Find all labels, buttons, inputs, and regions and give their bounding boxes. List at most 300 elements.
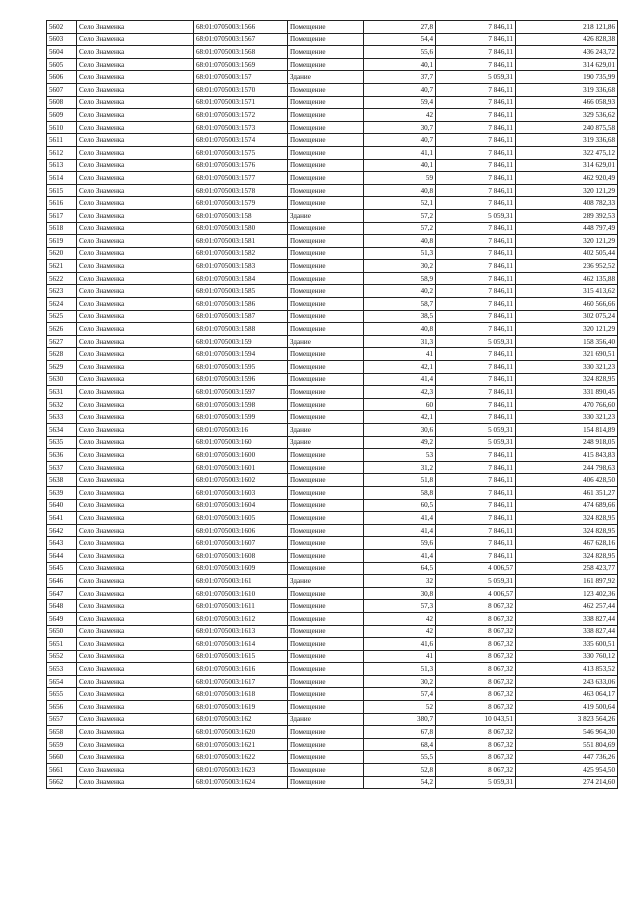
row-number-cell: 5641 [47,512,77,525]
object-type-cell: Помещение [288,121,364,134]
row-number-cell: 5606 [47,71,77,84]
row-number-cell: 5626 [47,323,77,336]
cadastral-value-cell: 240 875,58 [516,121,618,134]
cadastral-number-cell: 68:01:0705003:1580 [194,222,288,235]
area-cell: 51,8 [364,474,436,487]
area-cell: 55,6 [364,46,436,59]
row-number-cell: 5650 [47,625,77,638]
cadastral-number-cell: 68:01:0705003:1603 [194,486,288,499]
row-number-cell: 5602 [47,21,77,34]
locality-cell: Село Знаменка [77,776,194,789]
table-row [47,361,618,374]
area-cell: 37,7 [364,71,436,84]
cadastral-value-cell: 289 392,53 [516,209,618,222]
area-cell: 64,5 [364,562,436,575]
cadastral-value-cell: 402 505,44 [516,247,618,260]
table-row [47,33,618,46]
locality-cell: Село Знаменка [77,499,194,512]
row-number-cell: 5613 [47,159,77,172]
table-row [47,474,618,487]
specific-value-cell: 5 059,31 [436,776,516,789]
row-number-cell: 5662 [47,776,77,789]
specific-value-cell: 7 846,11 [436,58,516,71]
row-number-cell: 5617 [47,209,77,222]
cadastral-number-cell: 68:01:0705003:16 [194,424,288,437]
table-row [47,398,618,411]
row-number-cell: 5632 [47,398,77,411]
specific-value-cell: 7 846,11 [436,386,516,399]
locality-cell: Село Знаменка [77,260,194,273]
table-row [47,260,618,273]
cadastral-value-cell: 425 954,50 [516,764,618,777]
cadastral-number-cell: 68:01:0705003:1611 [194,600,288,613]
object-type-cell: Помещение [288,675,364,688]
object-type-cell: Помещение [288,361,364,374]
cadastral-number-cell: 68:01:0705003:1570 [194,83,288,96]
row-number-cell: 5654 [47,675,77,688]
specific-value-cell: 7 846,11 [436,197,516,210]
cadastral-value-cell: 236 952,52 [516,260,618,273]
specific-value-cell: 7 846,11 [436,46,516,59]
cadastral-number-cell: 68:01:0705003:1612 [194,612,288,625]
cadastral-value-cell: 314 629,01 [516,58,618,71]
area-cell: 40,8 [364,235,436,248]
cadastral-number-cell: 68:01:0705003:157 [194,71,288,84]
table-row [47,537,618,550]
area-cell: 41,4 [364,373,436,386]
specific-value-cell: 7 846,11 [436,146,516,159]
specific-value-cell: 7 846,11 [436,499,516,512]
cadastral-value-cell: 190 735,99 [516,71,618,84]
object-type-cell: Помещение [288,373,364,386]
cadastral-number-cell: 68:01:0705003:161 [194,575,288,588]
cadastral-number-cell: 68:01:0705003:1577 [194,172,288,185]
area-cell: 54,2 [364,776,436,789]
table-row [47,159,618,172]
table-row [47,726,618,739]
cadastral-value-cell: 415 843,83 [516,449,618,462]
cadastral-value-cell: 546 964,30 [516,726,618,739]
cadastral-number-cell: 68:01:0705003:1572 [194,109,288,122]
area-cell: 58,7 [364,298,436,311]
cadastral-value-cell: 158 356,40 [516,335,618,348]
table-row [47,688,618,701]
cadastral-value-cell: 462 920,49 [516,172,618,185]
row-number-cell: 5636 [47,449,77,462]
object-type-cell: Помещение [288,83,364,96]
specific-value-cell: 8 067,32 [436,751,516,764]
area-cell: 59,4 [364,96,436,109]
cadastral-number-cell: 68:01:0705003:1595 [194,361,288,374]
area-cell: 60,5 [364,499,436,512]
table-row [47,575,618,588]
row-number-cell: 5634 [47,424,77,437]
row-number-cell: 5647 [47,587,77,600]
table-row [47,298,618,311]
area-cell: 52 [364,701,436,714]
locality-cell: Село Знаменка [77,650,194,663]
row-number-cell: 5621 [47,260,77,273]
specific-value-cell: 8 067,32 [436,738,516,751]
object-type-cell: Помещение [288,549,364,562]
object-type-cell: Помещение [288,562,364,575]
locality-cell: Село Знаменка [77,587,194,600]
table-row [47,386,618,399]
area-cell: 40,1 [364,159,436,172]
cadastral-value-cell: 461 351,27 [516,486,618,499]
cadastral-value-cell: 320 121,29 [516,184,618,197]
cadastral-value-cell: 330 321,23 [516,361,618,374]
locality-cell: Село Знаменка [77,701,194,714]
cadastral-value-cell: 324 828,95 [516,549,618,562]
object-type-cell: Помещение [288,600,364,613]
cadastral-number-cell: 68:01:0705003:1578 [194,184,288,197]
locality-cell: Село Знаменка [77,285,194,298]
table-row [47,134,618,147]
cadastral-value-cell: 320 121,29 [516,323,618,336]
table-row [47,499,618,512]
object-type-cell: Помещение [288,260,364,273]
cadastral-number-cell: 68:01:0705003:1622 [194,751,288,764]
table-row [47,738,618,751]
specific-value-cell: 7 846,11 [436,310,516,323]
area-cell: 40,7 [364,134,436,147]
specific-value-cell: 7 846,11 [436,537,516,550]
table-row [47,436,618,449]
row-number-cell: 5605 [47,58,77,71]
specific-value-cell: 5 059,31 [436,335,516,348]
cadastral-number-cell: 68:01:0705003:1588 [194,323,288,336]
area-cell: 30,2 [364,675,436,688]
cadastral-value-cell: 463 064,17 [516,688,618,701]
object-type-cell: Помещение [288,461,364,474]
object-type-cell: Помещение [288,310,364,323]
row-number-cell: 5625 [47,310,77,323]
area-cell: 31,2 [364,461,436,474]
locality-cell: Село Знаменка [77,172,194,185]
specific-value-cell: 8 067,32 [436,726,516,739]
object-type-cell: Помещение [288,764,364,777]
row-number-cell: 5629 [47,361,77,374]
specific-value-cell: 7 846,11 [436,323,516,336]
specific-value-cell: 5 059,31 [436,209,516,222]
area-cell: 68,4 [364,738,436,751]
object-type-cell: Помещение [288,323,364,336]
specific-value-cell: 10 043,51 [436,713,516,726]
area-cell: 42,1 [364,411,436,424]
row-number-cell: 5644 [47,549,77,562]
table-row [47,600,618,613]
specific-value-cell: 7 846,11 [436,184,516,197]
cadastral-value-cell: 335 600,51 [516,638,618,651]
specific-value-cell: 8 067,32 [436,612,516,625]
table-row [47,46,618,59]
specific-value-cell: 7 846,11 [436,134,516,147]
area-cell: 57,4 [364,688,436,701]
cadastral-value-cell: 436 243,72 [516,46,618,59]
object-type-cell: Помещение [288,298,364,311]
locality-cell: Село Знаменка [77,638,194,651]
object-type-cell: Помещение [288,285,364,298]
cadastral-value-cell: 338 827,44 [516,612,618,625]
area-cell: 40,2 [364,285,436,298]
locality-cell: Село Знаменка [77,675,194,688]
cadastral-number-cell: 68:01:0705003:1568 [194,46,288,59]
row-number-cell: 5648 [47,600,77,613]
row-number-cell: 5612 [47,146,77,159]
row-number-cell: 5610 [47,121,77,134]
cadastral-number-cell: 68:01:0705003:1618 [194,688,288,701]
cadastral-number-cell: 68:01:0705003:1571 [194,96,288,109]
specific-value-cell: 7 846,11 [436,159,516,172]
cadastral-value-cell: 338 827,44 [516,625,618,638]
table-row [47,71,618,84]
specific-value-cell: 7 846,11 [436,298,516,311]
locality-cell: Село Знаменка [77,272,194,285]
object-type-cell: Помещение [288,33,364,46]
row-number-cell: 5658 [47,726,77,739]
table-row [47,310,618,323]
specific-value-cell: 8 067,32 [436,663,516,676]
area-cell: 30,7 [364,121,436,134]
locality-cell: Село Знаменка [77,58,194,71]
specific-value-cell: 4 006,57 [436,587,516,600]
specific-value-cell: 7 846,11 [436,260,516,273]
area-cell: 41,4 [364,524,436,537]
area-cell: 42,3 [364,386,436,399]
table-row [47,209,618,222]
area-cell: 30,2 [364,260,436,273]
object-type-cell: Помещение [288,21,364,34]
object-type-cell: Помещение [288,386,364,399]
cadastral-value-cell: 460 566,66 [516,298,618,311]
area-cell: 40,8 [364,323,436,336]
cadastral-value-cell: 274 214,60 [516,776,618,789]
cadastral-value-cell: 258 423,77 [516,562,618,575]
row-number-cell: 5618 [47,222,77,235]
locality-cell: Село Знаменка [77,235,194,248]
cadastral-number-cell: 68:01:0705003:1607 [194,537,288,550]
table-row [47,272,618,285]
row-number-cell: 5624 [47,298,77,311]
cadastral-number-cell: 68:01:0705003:1619 [194,701,288,714]
area-cell: 57,3 [364,600,436,613]
specific-value-cell: 5 059,31 [436,424,516,437]
object-type-cell: Помещение [288,184,364,197]
cadastral-value-cell: 408 782,33 [516,197,618,210]
area-cell: 51,3 [364,663,436,676]
locality-cell: Село Знаменка [77,549,194,562]
object-type-cell: Помещение [288,638,364,651]
locality-cell: Село Знаменка [77,751,194,764]
cadastral-number-cell: 68:01:0705003:1573 [194,121,288,134]
object-type-cell: Помещение [288,726,364,739]
locality-cell: Село Знаменка [77,524,194,537]
cadastral-value-cell: 462 135,88 [516,272,618,285]
cadastral-value-cell: 329 536,62 [516,109,618,122]
locality-cell: Село Знаменка [77,461,194,474]
object-type-cell: Здание [288,71,364,84]
specific-value-cell: 7 846,11 [436,272,516,285]
cadastral-number-cell: 68:01:0705003:1617 [194,675,288,688]
locality-cell: Село Знаменка [77,222,194,235]
area-cell: 52,8 [364,764,436,777]
cadastral-value-cell: 324 828,95 [516,512,618,525]
locality-cell: Село Знаменка [77,688,194,701]
locality-cell: Село Знаменка [77,310,194,323]
cadastral-number-cell: 68:01:0705003:1605 [194,512,288,525]
row-number-cell: 5620 [47,247,77,260]
locality-cell: Село Знаменка [77,121,194,134]
table-row [47,663,618,676]
cadastral-number-cell: 68:01:0705003:1613 [194,625,288,638]
table-row [47,235,618,248]
locality-cell: Село Знаменка [77,713,194,726]
area-cell: 30,6 [364,424,436,437]
specific-value-cell: 8 067,32 [436,638,516,651]
locality-cell: Село Знаменка [77,21,194,34]
cadastral-value-cell: 470 766,60 [516,398,618,411]
cadastral-value-cell: 154 814,89 [516,424,618,437]
area-cell: 40,7 [364,83,436,96]
locality-cell: Село Знаменка [77,159,194,172]
specific-value-cell: 5 059,31 [436,575,516,588]
row-number-cell: 5633 [47,411,77,424]
object-type-cell: Помещение [288,738,364,751]
locality-cell: Село Знаменка [77,373,194,386]
cadastral-value-cell: 218 121,86 [516,21,618,34]
object-type-cell: Помещение [288,650,364,663]
locality-cell: Село Знаменка [77,109,194,122]
cadastral-value-table [46,20,618,789]
area-cell: 51,3 [364,247,436,260]
cadastral-value-cell: 322 475,12 [516,146,618,159]
cadastral-number-cell: 68:01:0705003:1602 [194,474,288,487]
row-number-cell: 5651 [47,638,77,651]
object-type-cell: Здание [288,713,364,726]
row-number-cell: 5660 [47,751,77,764]
area-cell: 41,4 [364,549,436,562]
table-row [47,424,618,437]
row-number-cell: 5627 [47,335,77,348]
area-cell: 41 [364,650,436,663]
locality-cell: Село Знаменка [77,209,194,222]
area-cell: 42 [364,612,436,625]
table-row [47,323,618,336]
cadastral-number-cell: 68:01:0705003:159 [194,335,288,348]
cadastral-value-cell: 474 689,66 [516,499,618,512]
cadastral-number-cell: 68:01:0705003:1566 [194,21,288,34]
table-row [47,348,618,361]
row-number-cell: 5640 [47,499,77,512]
object-type-cell: Помещение [288,222,364,235]
area-cell: 32 [364,575,436,588]
cadastral-value-cell: 314 629,01 [516,159,618,172]
specific-value-cell: 8 067,32 [436,688,516,701]
row-number-cell: 5622 [47,272,77,285]
table-row [47,146,618,159]
locality-cell: Село Знаменка [77,612,194,625]
cadastral-value-cell: 406 428,50 [516,474,618,487]
cadastral-number-cell: 68:01:0705003:1574 [194,134,288,147]
locality-cell: Село Знаменка [77,436,194,449]
locality-cell: Село Знаменка [77,146,194,159]
specific-value-cell: 7 846,11 [436,83,516,96]
specific-value-cell: 7 846,11 [436,486,516,499]
area-cell: 42,1 [364,361,436,374]
object-type-cell: Здание [288,436,364,449]
specific-value-cell: 7 846,11 [436,121,516,134]
object-type-cell: Помещение [288,96,364,109]
cadastral-number-cell: 68:01:0705003:1600 [194,449,288,462]
locality-cell: Село Знаменка [77,83,194,96]
object-type-cell: Помещение [288,524,364,537]
cadastral-number-cell: 68:01:0705003:1601 [194,461,288,474]
cadastral-value-cell: 315 413,62 [516,285,618,298]
cadastral-value-cell: 466 058,93 [516,96,618,109]
locality-cell: Село Знаменка [77,625,194,638]
specific-value-cell: 7 846,11 [436,361,516,374]
cadastral-value-cell: 319 336,68 [516,134,618,147]
object-type-cell: Помещение [288,348,364,361]
locality-cell: Село Знаменка [77,424,194,437]
area-cell: 41 [364,348,436,361]
area-cell: 40,1 [364,58,436,71]
object-type-cell: Помещение [288,411,364,424]
cadastral-number-cell: 68:01:0705003:1585 [194,285,288,298]
cadastral-number-cell: 68:01:0705003:1582 [194,247,288,260]
area-cell: 67,8 [364,726,436,739]
table-row [47,109,618,122]
cadastral-value-cell: 319 336,68 [516,83,618,96]
cadastral-number-cell: 68:01:0705003:1606 [194,524,288,537]
specific-value-cell: 7 846,11 [436,235,516,248]
row-number-cell: 5661 [47,764,77,777]
cadastral-number-cell: 68:01:0705003:1594 [194,348,288,361]
object-type-cell: Здание [288,575,364,588]
area-cell: 59,6 [364,537,436,550]
object-type-cell: Помещение [288,58,364,71]
area-cell: 58,8 [364,486,436,499]
cadastral-value-cell: 448 797,49 [516,222,618,235]
table-body [47,21,618,789]
specific-value-cell: 7 846,11 [436,411,516,424]
locality-cell: Село Знаменка [77,486,194,499]
area-cell: 40,8 [364,184,436,197]
cadastral-number-cell: 68:01:0705003:1620 [194,726,288,739]
cadastral-number-cell: 68:01:0705003:1583 [194,260,288,273]
row-number-cell: 5637 [47,461,77,474]
table-row [47,549,618,562]
specific-value-cell: 7 846,11 [436,512,516,525]
cadastral-value-cell: 551 804,69 [516,738,618,751]
specific-value-cell: 5 059,31 [436,71,516,84]
area-cell: 60 [364,398,436,411]
object-type-cell: Помещение [288,499,364,512]
cadastral-value-cell: 243 633,06 [516,675,618,688]
locality-cell: Село Знаменка [77,71,194,84]
area-cell: 52,1 [364,197,436,210]
object-type-cell: Помещение [288,172,364,185]
cadastral-number-cell: 68:01:0705003:1616 [194,663,288,676]
object-type-cell: Помещение [288,537,364,550]
cadastral-number-cell: 68:01:0705003:160 [194,436,288,449]
object-type-cell: Помещение [288,776,364,789]
area-cell: 41,4 [364,512,436,525]
object-type-cell: Помещение [288,272,364,285]
row-number-cell: 5603 [47,33,77,46]
locality-cell: Село Знаменка [77,398,194,411]
